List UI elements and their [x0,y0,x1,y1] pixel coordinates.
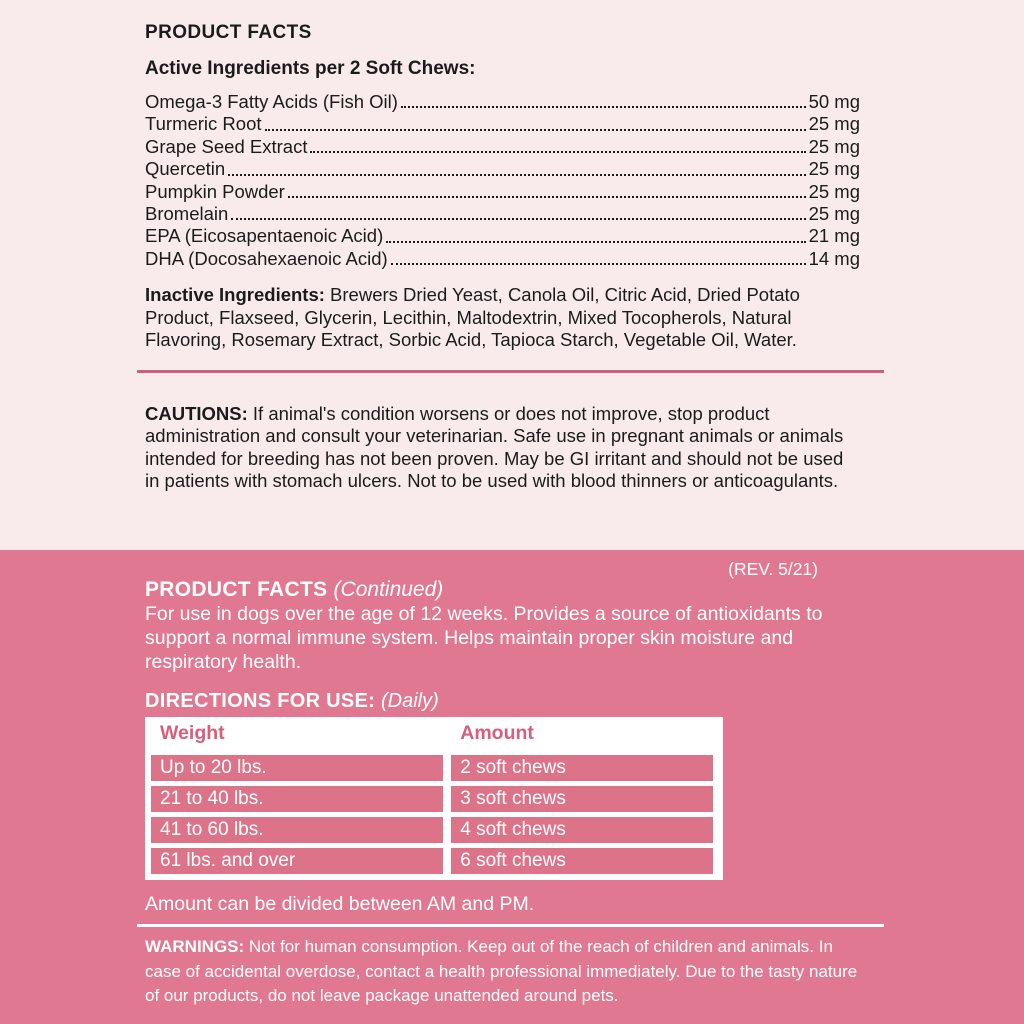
continued-title-suffix: (Continued) [333,578,444,601]
ingredient-amount: 25 mg [808,203,860,225]
table-row [151,786,713,812]
directions-heading [145,690,860,713]
ingredient-name: Bromelain [145,203,229,225]
amount-split-note: Amount can be divided between AM and PM. [145,893,535,915]
warnings-text: Not for human consumption. Keep out of the reach of children and animals. In case of accidental overdose, contact a health professional immediately. Due to the tasty nature of our products, do not leave package unattended around pets. [145,937,858,1005]
dots-leader [310,151,805,153]
usage-intro-paragraph: For use in dogs over the age of 12 weeks. Provides a source of antioxidants to support a normal immune system. Helps maintain proper skin moisture and respiratory health. [145,603,823,673]
ingredient-row [145,91,860,113]
active-ingredients-list [145,91,860,270]
weight-cell: Up to 20 lbs. [151,755,443,781]
ingredient-name: Grape Seed Extract [145,135,308,157]
ingredient-name: EPA (Eicosapentaenoic Acid) [145,225,384,247]
ingredient-row [145,203,860,225]
ingredient-name: Turmeric Root [145,113,262,135]
amount-cell: 2 soft chews [451,755,713,781]
amount-cell: 6 soft chews [451,848,713,874]
ingredient-row [145,181,860,203]
ingredient-amount: 25 mg [808,135,860,157]
amount-cell: 4 soft chews [451,817,713,843]
table-row [151,755,713,781]
dots-leader [288,196,806,198]
product-facts-title: PRODUCT FACTS [145,22,312,43]
table-row [151,817,713,843]
warnings-label: WARNINGS: [145,937,245,956]
table-row [151,848,713,874]
directions-suffix: (Daily) [381,690,439,712]
cautions-label: CAUTIONS: [145,402,248,424]
dots-leader [401,106,806,108]
inactive-ingredients-paragraph [145,284,860,352]
ingredient-row [145,136,860,158]
amount-cell: 3 soft chews [451,786,713,812]
cautions-paragraph [145,403,860,493]
warnings-divider [137,924,884,927]
weight-header-cell: Weight [160,722,225,744]
ingredient-name: DHA (Docosahexaenoic Acid) [145,247,388,269]
dots-leader [231,218,805,220]
dots-leader [228,174,805,176]
continued-title-text: PRODUCT FACTS [145,578,328,601]
ingredient-row [145,225,860,247]
dots-leader [386,241,805,243]
weight-cell: 61 lbs. and over [151,848,443,874]
dosage-table-header [151,717,713,750]
revision-note: (REV. 5/21) [728,559,818,579]
ingredient-amount: 25 mg [808,180,860,202]
ingredient-name: Pumpkin Powder [145,180,285,202]
dots-leader [391,263,806,265]
ingredient-row [145,113,860,135]
ingredient-amount: 50 mg [808,91,860,112]
inactive-ingredients-label: Inactive Ingredients: [145,284,325,306]
ingredient-amount: 25 mg [808,113,860,135]
inactive-ingredients-text: Brewers Dried Yeast, Canola Oil, Citric Acid, Dried Potato Product, Flaxseed, Glycerin, Lecithin, Maltodextrin, Mixed Tocopherols, Natural Flavoring, Rosemary Extract, Sorbic Acid, Tapioca Starch, Vegetable Oil, Water. [145,284,800,351]
ingredient-amount: 14 mg [808,247,860,269]
ingredient-name: Quercetin [145,158,226,180]
cautions-text: If animal's condition worsens or does not improve, stop product administration and consult your veterinarian. Safe use in pregnant animals or animals intended for breeding has not been proven. May be GI irritant and should not be used in patients with stomach ulcers. Not to be used with blood thinners or anticoagulants. [145,402,844,492]
dots-leader [265,129,806,131]
section-divider [137,370,884,373]
ingredient-name: Omega-3 Fatty Acids (Fish Oil) [145,91,398,112]
amount-header-cell: Amount [460,722,534,744]
ingredient-row [145,248,860,270]
weight-cell: 21 to 40 lbs. [151,786,443,812]
ingredient-amount: 25 mg [808,158,860,180]
directions-label: DIRECTIONS FOR USE: [145,690,376,712]
dosage-table [145,717,723,880]
product-facts-continued-section [0,550,1024,1024]
weight-cell: 41 to 60 lbs. [151,817,443,843]
ingredient-amount: 21 mg [808,225,860,247]
warnings-paragraph [145,935,860,1009]
ingredient-row [145,158,860,180]
active-ingredients-heading: Active Ingredients per 2 Soft Chews: [145,58,476,79]
